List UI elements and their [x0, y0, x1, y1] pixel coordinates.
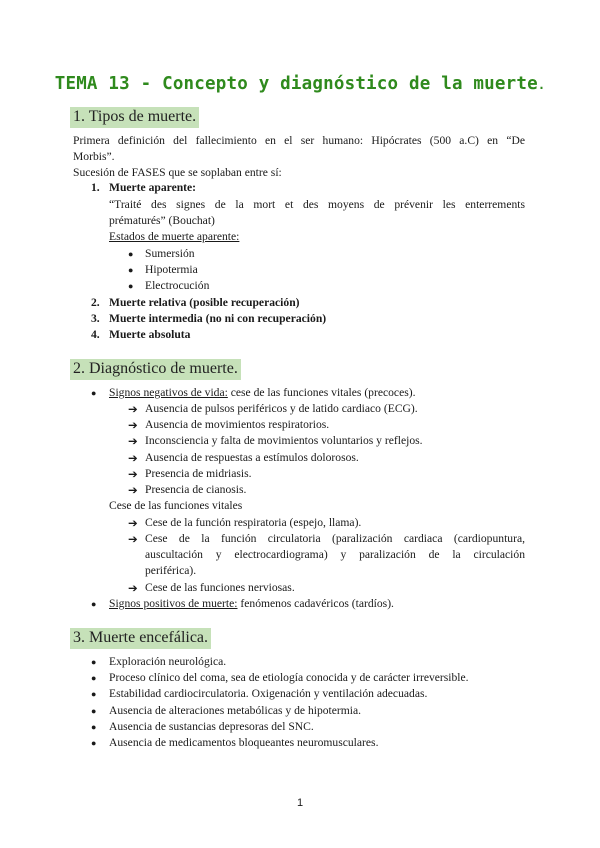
list-item: Ausencia de sustancias depresoras del SNC.: [109, 720, 314, 733]
bullet-icon: ●: [91, 689, 97, 699]
arrow-icon: ➔: [128, 483, 138, 497]
list-item: Hipotermia: [145, 263, 198, 276]
list-item: Ausencia de pulsos periféricos y de latido cardiaco (ECG).: [145, 402, 418, 415]
bullet-icon: ●: [91, 657, 97, 667]
list-number: 3.: [91, 312, 100, 325]
bullet-icon: ●: [91, 738, 97, 748]
arrow-icon: ➔: [128, 516, 138, 530]
list-item-label: Muerte aparente:: [109, 181, 197, 194]
bullet-icon: ●: [91, 388, 97, 398]
intro-line-3: Sucesión de FASES que se soplaban entre sí:: [73, 166, 282, 179]
list-item: Exploración neurológica.: [109, 655, 227, 668]
page-number: 1: [296, 797, 304, 809]
cese-label: Cese de las funciones vitales: [109, 499, 243, 512]
arrow-icon: ➔: [128, 434, 138, 448]
negative-signs-line: Signos negativos de vida: cese de las funciones vitales (precoces).: [109, 386, 416, 399]
states-label: Estados de muerte aparente:: [109, 230, 240, 243]
list-item-continuation: periférica).: [145, 564, 197, 577]
list-item: Cese de la función respiratoria (espejo, llama).: [145, 516, 362, 529]
list-item: Ausencia de movimientos respiratorios.: [145, 418, 330, 431]
arrow-icon: ➔: [128, 532, 138, 546]
list-number: 4.: [91, 328, 100, 341]
section-heading-1: 1. Tipos de muerte.: [70, 107, 199, 128]
list-item: Proceso clínico del coma, sea de etiología conocida y de carácter irreversible.: [109, 671, 469, 684]
list-item-label: Muerte relativa (posible recuperación): [109, 296, 300, 309]
list-item: Inconsciencia y falta de movimientos voluntarios y reflejos.: [145, 434, 423, 447]
list-item: Ausencia de respuestas a estímulos dolorosos.: [145, 451, 359, 464]
list-item: Cese de las funciones nerviosas.: [145, 581, 295, 594]
arrow-icon: ➔: [128, 418, 138, 432]
bullet-icon: ●: [128, 281, 134, 291]
list-item-label: Muerte intermedia (no ni con recuperación): [109, 312, 327, 325]
positive-signs-line: Signos positivos de muerte: fenómenos cadavéricos (tardíos).: [109, 597, 394, 610]
list-item: Presencia de cianosis.: [145, 483, 247, 496]
bullet-icon: ●: [91, 673, 97, 683]
quote-line-2: prématurés” (Bouchat): [109, 214, 215, 227]
arrow-icon: ➔: [128, 467, 138, 481]
list-item-label: Muerte absoluta: [109, 328, 191, 341]
section-heading-2: 2. Diagnóstico de muerte.: [70, 359, 241, 380]
bullet-icon: ●: [91, 706, 97, 716]
list-item: Ausencia de alteraciones metabólicas y de hipotermia.: [109, 704, 362, 717]
quote-line-1: “Traité des signes de la mort et des moyens de prévenir les enterrements: [109, 198, 525, 211]
arrow-icon: ➔: [128, 402, 138, 416]
list-item: Estabilidad cardiocirculatoria. Oxigenación y ventilación adecuadas.: [109, 687, 428, 700]
bullet-icon: ●: [128, 249, 134, 259]
list-number: 1.: [91, 181, 100, 194]
bullet-icon: ●: [91, 599, 97, 609]
list-item: Electrocución: [145, 279, 210, 292]
arrow-icon: ➔: [128, 581, 138, 595]
intro-line-2: Morbis”.: [73, 150, 115, 163]
document-title: TEMA 13 - Concepto y diagnóstico de la muerte.: [54, 74, 546, 94]
bullet-icon: ●: [128, 265, 134, 275]
intro-line-1: Primera definición del fallecimiento en el ser humano: Hipócrates (500 a.C) en “De: [73, 134, 525, 147]
list-item: Cese de la función circulatoria (paralización cardiaca (cardiopuntura,: [145, 532, 525, 545]
list-item: Presencia de midriasis.: [145, 467, 252, 480]
bullet-icon: ●: [91, 722, 97, 732]
arrow-icon: ➔: [128, 451, 138, 465]
list-item: Sumersión: [145, 247, 195, 260]
list-item: Ausencia de medicamentos bloqueantes neuromusculares.: [109, 736, 379, 749]
list-item-continuation: auscultación y electrocardiograma) y paralización de la circulación: [145, 548, 525, 561]
section-heading-3: 3. Muerte encefálica.: [70, 628, 211, 649]
list-number: 2.: [91, 296, 100, 309]
